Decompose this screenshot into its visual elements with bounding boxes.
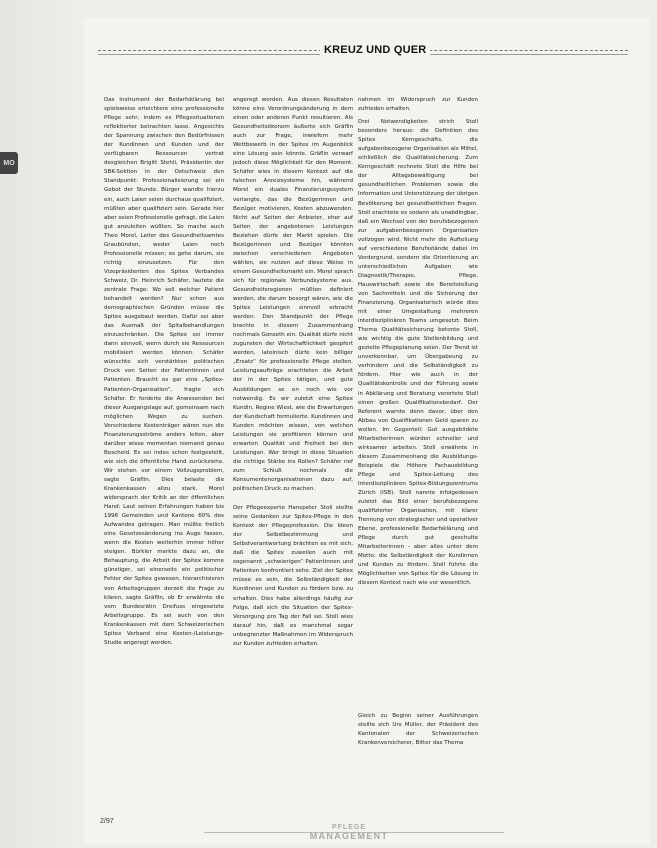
text-column-2 (233, 96, 353, 786)
section-title: KREUZ UND QUER (320, 44, 430, 56)
paragraph: Drei Notwendigkeiten strich Stoll besonders heraus: die Definition des Spitex Kerngeschäfts, die aufgabenbezogene Organisation als Mittel, schließlich die Qualitätssicherung. Zum Kerngeschäft rechnete Stoll die Hilfe bei der Alltagsbewältigung bei gesundheitlichen Problemen sowie die Information und Unterstützung der übrigen Bevölkerung bei gesundheitlichen Fragen. Stoll erachtete es sodann als unabdingbar, daß ein Wechsel von der berufsbezogenen zur aufgabenbezogenen Organisation vollzogen wird. Nicht mehr die Aufteilung auf verschiedene Berufsstände dabei im Vordergrund, sondern die Orientierung an unterschiedlichen Aufgaben wie Diagnostik/Therapie, Pflege, Hauswirtschaft sowie die Bereitstellung von Sachmitteln und die Sicherung der Finanzierung. Organisatorisch würde dies mit einer Umgestaltung mehreren interdisziplinären Teams umgesetzt. Beim Thema Qualitätssicherung betonte Stoll, wie wichtig die gute Stellenbildung und gezielte Pflegeplanung seien. Der Trend ist unverkennbar, um Übergabeung zu verhindern und die Selbständigkeit zu fördern. Hier wie auch in der Qualitätskontrolle und der Führung sowie in Abklärung und Beratung verortete Stoll einen großen Qualifikationsbedarf. Der Referent warnte denn davor, über den Abbau von Qualifikationen Geld sparen zu wollen. Im Gegenteil: Gut ausgebildete Mitarbeiterinnen würden schneller und wirksamer arbeiten. Stoll erwähnte in diesem Zusammenhang die Ausbildungs-Beispiele die Höhere Fachausbildung Pflege und Spitex-Leitung des Interdisziplinären Spitex-Bildungszentrums Zürich (ISB). Stoll nannte infolgedessen zuletzt das Bild einer berufsbezogene qualifizierter Organisation, mit klarer Trennung von strategischer und operativer Ebene, professionelle Bedarfsklärung und Pflege durch gut geschulte Mitarbeiterinnen - aber alles unter dem Motto: die Selbständigkeit der Kundinnen und Kunden zu fördern. Stoll führte die Möglichkeiten von Spitex für die Lösung in diesem Kontext nach wie vor wesentlich. (358, 119, 478, 587)
text-column-1 (104, 96, 224, 786)
paragraph: angeregt worden. Aus diesen Resultaten könne eine Verordnungsänderung in dem einen oder anderen Punkt resultieren. Als Gesundheitsökonom äußerte sich Gräflin auch zur Frage, inwiefern mehr Wettbewerb in der Spitex im Augenblick eine Lösung sein könnte. Gräflin verwarf jedoch diese Möglichkeit für den Moment. Schäfer wies in diesem Kontext auf die falschen Anreizsysteme hin, während Morel ein duales Finanzierungssystem verlangte, das die Bezügerinnen und Bezüger motivieren, Kosten abzuwenden. Nicht auf Seiten der Anbieter, eher auf Seiten der angebotenen Leistungen Beziehen dürfe der Markt spielen. Die Bezügerinnen und Bezüger könnten zwischen verschiedenen Angeboten wählen, sie nutzen auf diese Weise in einem Gesundheitsmarkt ein. Morel sprach sich für regionale Verbundsysteme aus. Gesundheitsregionen müßten definiert werden, die darum besorgt wären, wie die Spitex Leistungen sinnvoll erbracht werden. Den Standpunkt der Pflege brachte in diesem Zusammenhang nochmals Gonseth ein. Qualität dürfe nicht zugunsten der Wirtschaftlichkeit geopfert werden, lateinisch dürfe kein billiger „Ersatz“ für professionelle Pflege stellen. Leistungsaufträge erachteten die Arbeit der in der Spitex tätigen, und gute Ausbildungen se en noch wie vor notwendig. Es wir zuletzt eine Spitex Kundin, Regine Wiest, wie die Erwartungen der Kundschaft formulierte. Kundinnen und Kunden möchten wissen, von welchen Leistungen sie profitieren können und erwarten Qualität und Freiheit bei den Leistungen. Wer bringt in diese Situation die richtige Stärke ins Rollen? Schäfer rief zum Schluß nochmals die Konsumentenorganisationen dazu auf, politischen Druck zu machen. (233, 97, 353, 493)
logo-line-bottom: MANAGEMENT (309, 831, 389, 841)
magazine-page (84, 18, 650, 844)
magazine-logo (289, 824, 409, 841)
scan-margin (0, 0, 84, 848)
margin-tab: MO (0, 152, 18, 174)
text-column-3 (358, 96, 478, 786)
logo-line-top: PFLEGE (331, 824, 366, 831)
paragraph: Der Pflegeexperte Hanspeter Stoll stellte seine Gedanken zur Spitex-Pflege in den Kontext der Pflegeprofession. Die Ideen der Selbstbestimmung und Selbstverantwortung brächten es mit sich, daß die Spitex zuweilen auch mit sogenannt „schwierigen“ Patientinnen und Patienten konfrontiert sehe. Ziel der Spitex müsse es sein, die Selbständigkeit der Kundinnen und Kunden zu fördern bzw. zu erhalten. Dies habe allerdings häufig zur Folge, daß sich die Situation der Spitex-Versorgung pro Tag der Fall sei. Stoll wies darauf hin, daß es manchmal sogar unbegrenzter Maßnahmen im Widerspruch zur Kunden zufrieden erhalten. (233, 505, 353, 647)
paragraph: Das Instrument der Bedarfsklärung bei spielsweise erleichtere eine professionelle Pflege sehr, indem es Pflegesituationen reflektierter betrachten lasse. Angesichts der Spannung zwischen den Bedürfnissen der Kundinnen und Kunden und der verfügbaren Ressourcen vertrat desgleichen Brigitt Stehli, Präsidentin der SBK-Sektion in der Ostschweiz den Standpunkt: Professionalisierung sei ein Gebot der Stunde. Bürger wandte hierzu ein, auch Laien seien durchaus qualifiziert, müßten aber qualifiziert sein. Gerade hier aber seien Professionelle gefragt, die Laien gut anzuleiten wüßten. So mache auch Theo Morel, Leiter des Gesundheitsamtes Graubünden, weder Laien noch Professionelle missen; es gehe darum, sie richtig einzusetzen. Für den Vizepräsidenten des Spitex Verbandes Schweiz, Dr. Heinrich Schäfer, lautete die zentrale Frage: Wo soll welcher Patient behandelt werden? Nur schon aus demographischen Gründen müsse die Spitex ausgebaut werden. Dafür sei aber das Ausmaß der Spitalbehandlungen einzuschränken. Die Spitex sei immer dann sinnvoll, wenn durch sie Ressourcen mobilisiert werden können. Schäfer wünschte sich verstärkten politischen Druck von Seiten der Patientinnen und Patienten. Braucht es gar eine „Spitex-Patienten-Organisation“, fragte sich Schäfer. Er forderte die Anwesenden bei dieser Ausgangslage auf, gemeinsam nach möglichen Wegen zu suchen. Verschiedene Kostenträger wären nun die Finanzierungsströme anders leiten, aber darüber wisse momentan niemand genau Bescheid. Es sei indes schon festgestellt, wie sich die öffentliche Hand zurückziehe. Wir stehen vor einem Vollzugsproblem, sagte Gräflin. Dies belaste die Krankenkassen allzu stark. Morel widersprach der Kritik an der öffentlichen Hand: Laut seinen Erfahrungen haben bis 1996 Gemeinden und Kantone 60% des Aufwandes getragen. Man müßte freilich eine Gesetzesänderung ins Auge fassen, wenn die Kosten weiterhin immer höher steigen. Bürkler merkte dazu an, die Behauptung, die Arbeit der Spitex komme günstiger, sei einerseits ein politischer Fehler der Spitex gewesen, hierarchisieren von Arbeitsgruppen derzeit die Frage zu klären, sagte Gräflin, ob Er erwähnte die vom Bundesrätin Dreifuss eingesetzte Arbeitsgruppe. Es sei auch von den Krankenkassen mit dem Schweizerischen Spitex Verband eine Kosten-/Leistungs-Studie angeregt worden. (104, 97, 224, 646)
paragraph: nahmen im Widerspruch zur Kunden zufrieden erhalten. (358, 97, 478, 113)
issue-number: 2/97 (100, 818, 114, 825)
paragraph-tail: Gleich zu Beginn seiner Ausführungen stellte sich Urs Müller, der Präsident des Kantonalen der Schweizerischen Krankenversicherer, Bitter das Thema (358, 713, 478, 747)
